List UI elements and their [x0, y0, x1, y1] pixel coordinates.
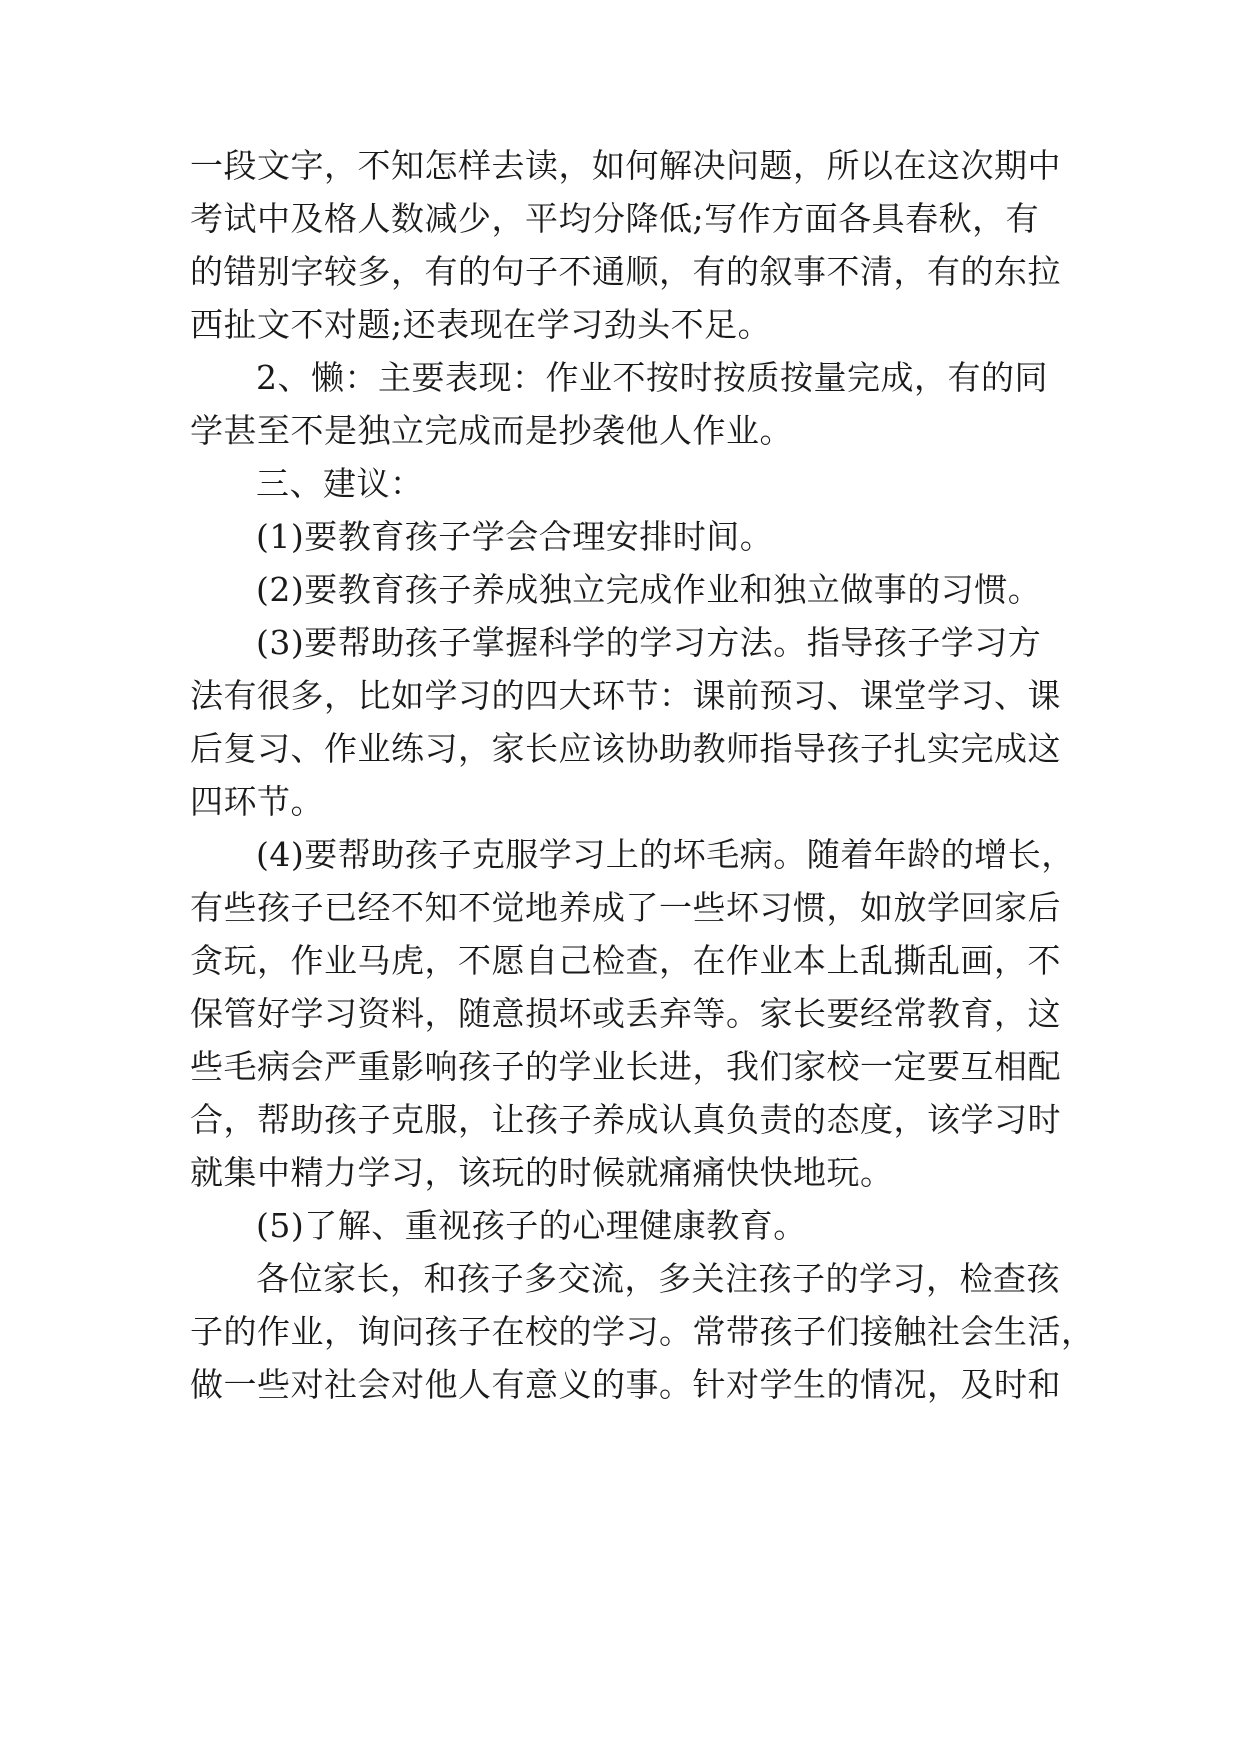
text-line: 法有很多，比如学习的四大环节：课前预习、课堂学习、课 — [190, 676, 1061, 715]
text-line: 各位家长，和孩子多交流，多关注孩子的学习，检查孩 — [256, 1259, 1060, 1298]
text-line: 保管好学习资料，随意损坏或丢弃等。家长要经常教育，这 — [190, 994, 1061, 1033]
text-line: 些毛病会严重影响孩子的学业长进，我们家校一定要互相配 — [190, 1047, 1061, 1086]
text-line: (1)要教育孩子学会合理安排时间。 — [256, 517, 774, 556]
text-line: 后复习、作业练习，家长应该协助教师指导孩子扎实完成这 — [190, 729, 1061, 768]
text-line: 西扯文不对题;还表现在学习劲头不足。 — [190, 305, 772, 344]
text-line: 就集中精力学习，该玩的时候就痛痛快快地玩。 — [190, 1153, 894, 1192]
text-line: 合，帮助孩子克服，让孩子养成认真负责的态度，该学习时 — [190, 1100, 1061, 1139]
text-line: 子的作业，询问孩子在校的学习。常带孩子们接触社会生活， — [190, 1312, 1095, 1351]
text-line: (4)要帮助孩子克服学习上的坏毛病。随着年龄的增长， — [256, 835, 1075, 874]
text-line: 考试中及格人数减少，平均分降低;写作方面各具春秋，有 — [190, 199, 1040, 238]
text-line: 学甚至不是独立完成而是抄袭他人作业。 — [190, 411, 793, 450]
text-line: 的错别字较多，有的句子不通顺，有的叙事不清，有的东拉 — [190, 252, 1061, 291]
text-line: 一段文字，不知怎样去读，如何解决问题，所以在这次期中 — [190, 146, 1061, 185]
text-line: 贪玩，作业马虎，不愿自己检查，在作业本上乱撕乱画，不 — [190, 941, 1061, 980]
text-line: 2、懒：主要表现：作业不按时按质按量完成，有的同 — [256, 358, 1048, 397]
text-line: (2)要教育孩子养成独立完成作业和独立做事的习惯。 — [256, 570, 1042, 609]
text-line: 做一些对社会对他人有意义的事。针对学生的情况，及时和 — [190, 1365, 1061, 1404]
text-line: 四环节。 — [190, 782, 324, 821]
text-line: (3)要帮助孩子掌握科学的学习方法。指导孩子学习方 — [256, 623, 1042, 662]
text-line: (5)了解、重视孩子的心理健康教育。 — [256, 1206, 807, 1245]
text-line: 有些孩子已经不知不觉地养成了一些坏习惯，如放学回家后 — [190, 888, 1061, 927]
section-heading: 三、建议： — [256, 464, 424, 503]
